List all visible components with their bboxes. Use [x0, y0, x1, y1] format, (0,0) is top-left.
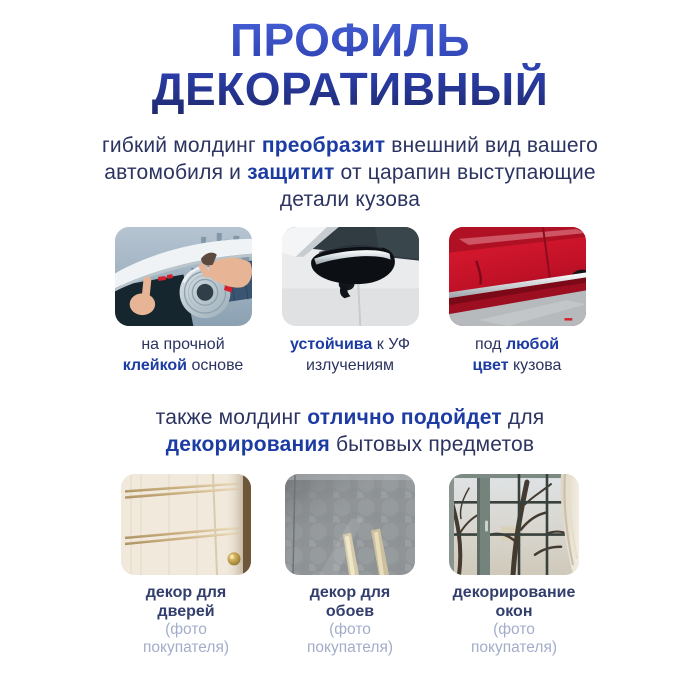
caption-uv-rest: к УФ	[372, 335, 410, 353]
household-label-wallpaper: декор для обоев	[309, 583, 391, 620]
hh-l1-bold: отлично подойдет	[307, 405, 502, 429]
caption-adhesive-line2	[115, 355, 252, 376]
feature-card-adhesive	[115, 227, 252, 376]
caption-color-line2	[449, 355, 586, 376]
intro-line1	[0, 132, 700, 159]
household-heading-line2	[0, 431, 700, 458]
door-illustration	[121, 474, 251, 575]
intro-l1-text2: внешний вид вашего	[385, 133, 599, 157]
red-car-illustration	[449, 227, 586, 326]
household-card-windows	[449, 474, 579, 657]
feature-caption-adhesive	[115, 334, 252, 376]
household-label-doors: декор для дверей	[145, 583, 227, 620]
photo-red-car-side	[449, 227, 586, 326]
photo-molding-roll-application	[115, 227, 252, 326]
intro-l1-bold: преобразит	[261, 133, 386, 157]
intro-l1-text: гибкий молдинг	[101, 133, 262, 157]
caption-uv-bold: устойчива	[290, 335, 373, 353]
intro-line2	[0, 159, 700, 186]
caption-color-rest: кузова	[508, 356, 562, 374]
household-sub-doors: (фото покупателя)	[142, 620, 230, 656]
hh-l2-text: бытовых предметов	[329, 432, 535, 456]
caption-adhesive-bold: клейкой	[122, 356, 187, 374]
caption-adhesive-rest: основе	[187, 356, 244, 374]
photo-decorated-wallpaper	[285, 474, 415, 575]
household-caption-wallpaper	[285, 583, 415, 657]
feature-caption-uv	[282, 334, 419, 376]
feature-card-any-color	[449, 227, 586, 376]
household-features-row	[0, 474, 700, 657]
intro-line3: детали кузова	[279, 187, 421, 211]
window-illustration	[449, 474, 579, 575]
household-caption-doors	[121, 583, 251, 657]
photo-car-mirror	[282, 227, 419, 326]
household-card-doors	[121, 474, 251, 657]
caption-uv-line1	[282, 334, 419, 355]
household-sub-windows: (фото покупателя)	[470, 620, 558, 656]
caption-adhesive-line1: на прочной	[141, 335, 225, 353]
photo-decorated-window	[449, 474, 579, 575]
intro-l2-bold: защитит	[247, 160, 335, 184]
page-title-line1: ПРОФИЛЬ	[229, 14, 471, 66]
molding-application-illustration	[115, 227, 252, 326]
intro-text	[0, 132, 700, 213]
household-label-windows: декорирование окон	[452, 583, 576, 620]
caption-color-bold1: любой	[505, 335, 560, 353]
household-caption-windows	[449, 583, 579, 657]
hh-l2-bold: декорирования	[165, 432, 330, 456]
caption-color-pre: под	[474, 335, 506, 353]
household-sub-wallpaper: (фото покупателя)	[306, 620, 394, 656]
auto-features-row	[0, 227, 700, 376]
page-title	[0, 16, 700, 114]
car-mirror-illustration	[282, 227, 419, 326]
feature-caption-color	[449, 334, 586, 376]
hh-l1-text2: для	[501, 405, 545, 429]
household-heading-line1	[0, 404, 700, 431]
household-heading	[0, 404, 700, 458]
intro-l2-text2: от царапин выступающие	[334, 160, 596, 184]
caption-color-line1	[449, 334, 586, 355]
page-title-line2: ДЕКОРАТИВНЫЙ	[151, 62, 549, 115]
hh-l1-text: также молдинг	[155, 405, 308, 429]
household-card-wallpaper	[285, 474, 415, 657]
caption-uv-line2: излучениям	[305, 356, 395, 374]
photo-decorated-door	[121, 474, 251, 575]
feature-card-uv-resistant	[282, 227, 419, 376]
caption-color-bold2: цвет	[472, 356, 509, 374]
wallpaper-illustration	[285, 474, 415, 575]
intro-l2-text: автомобиля и	[104, 160, 248, 184]
